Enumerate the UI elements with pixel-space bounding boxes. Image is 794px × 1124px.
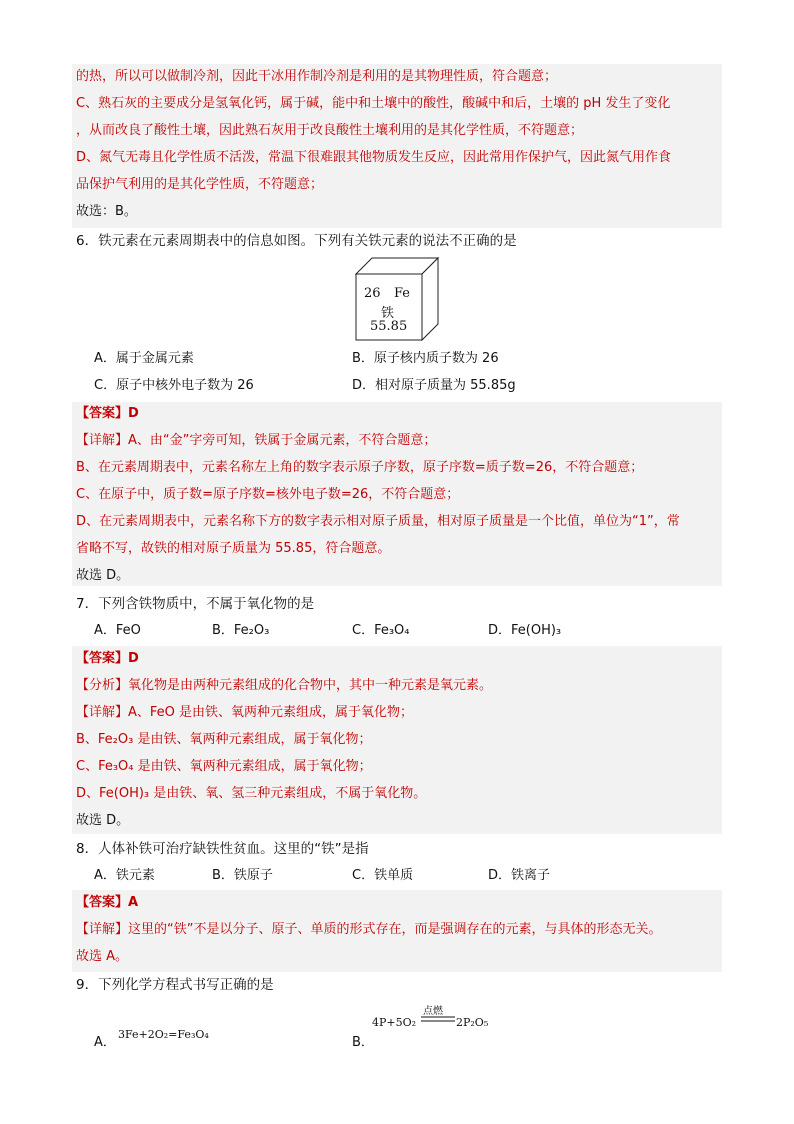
q9-option-b-left: 4P+5O₂ xyxy=(372,1016,417,1029)
q7-answer: 【答案】D xyxy=(76,651,139,666)
q6-option-b: B．原子核内质子数为 26 xyxy=(352,351,499,366)
q6-stem: 6．铁元素在元素周期表中的信息如图。下列有关铁元素的说法不正确的是 xyxy=(76,233,517,249)
prev-line-5: 品保护气利用的是其化学性质，不符题意； xyxy=(76,177,324,192)
q7-detail-3: C、Fe₃O₄ 是由铁、氧两种元素组成，属于氧化物； xyxy=(76,759,372,774)
atomic-number: 26 xyxy=(364,286,381,301)
q9-option-b-label: B． xyxy=(352,1035,374,1050)
q9-stem: 9．下列化学方程式书写正确的是 xyxy=(76,977,274,993)
q7-option-d: D．Fe(OH)₃ xyxy=(488,623,562,638)
periodic-cell-figure xyxy=(354,256,440,342)
q8-option-c: C．铁单质 xyxy=(352,868,414,883)
q6-option-a: A．属于金属元素 xyxy=(94,351,194,366)
q6-detail-1: 【详解】A、由“金”字旁可知，铁属于金属元素，不符合题意； xyxy=(76,433,437,448)
q6-option-d: D．相对原子质量为 55.85g xyxy=(352,378,516,393)
q8-answer: 【答案】A xyxy=(76,895,139,910)
element-symbol: Fe xyxy=(394,286,411,301)
q6-detail-3: C、在原子中，质子数=原子序数=核外电子数=26，不符合题意； xyxy=(76,487,460,502)
q6-detail-5: 省略不写，故铁的相对原子质量为 55.85，符合题意。 xyxy=(76,541,391,556)
prev-line-1: 的热，所以可以做制冷剂，因此干冰用作制冷剂是利用的是其物理性质，符合题意； xyxy=(76,69,558,84)
q7-stem: 7．下列含铁物质中，不属于氧化物的是 xyxy=(76,596,315,612)
q7-option-b: B．Fe₂O₃ xyxy=(212,623,270,638)
q9-option-a-label: A． xyxy=(94,1035,116,1050)
q6-answer: 【答案】D xyxy=(76,406,139,421)
q7-option-a: A．FeO xyxy=(94,623,141,638)
q7-detail-2: B、Fe₂O₃ 是由铁、氧两种元素组成，属于氧化物； xyxy=(76,732,372,747)
prev-line-2: C、熟石灰的主要成分是氢氧化钙，属于碱，能中和土壤中的酸性，酸碱中和后，土壤的 pH 发生了变化 xyxy=(76,96,671,111)
q6-detail-2: B、在元素周期表中，元素名称左上角的数字表示原子序数，原子序数=质子数=26，不符合题意； xyxy=(76,460,644,475)
q9-option-a-equation: 3Fe+2O₂=Fe₃O₄ xyxy=(118,1028,209,1041)
q6-option-c: C．原子中核外电子数为 26 xyxy=(94,378,254,393)
q7-conclusion: 故选 D。 xyxy=(76,813,130,828)
q7-detail-4: D、Fe(OH)₃ 是由铁、氧、氢三种元素组成，不属于氧化物。 xyxy=(76,786,427,801)
q8-option-d: D．铁离子 xyxy=(488,868,551,883)
q7-analysis: 【分析】氧化物是由两种元素组成的化合物中，其中一种元素是氧元素。 xyxy=(76,678,493,693)
q6-conclusion: 故选 D。 xyxy=(76,568,130,583)
q6-detail-4: D、在元素周期表中，元素名称下方的数字表示相对原子质量，相对原子质量是一个比值，单位为“1”，常 xyxy=(76,514,680,529)
q8-conclusion: 故选 A。 xyxy=(76,949,129,964)
prev-line-4: D、氮气无毒且化学性质不活泼，常温下很难跟其他物质发生反应，因此常用作保护气，因此氮气用作食 xyxy=(76,150,672,165)
q7-option-c: C．Fe₃O₄ xyxy=(352,623,410,638)
prev-line-3: ，从而改良了酸性土壤，因此熟石灰用于改良酸性土壤利用的是其化学性质，不符题意； xyxy=(76,123,584,138)
q8-detail-1: 【详解】这里的“铁”不是以分子、原子、单质的形式存在，而是强调存在的元素，与具体的形态无关。 xyxy=(76,922,662,937)
q8-stem: 8．人体补铁可治疗缺铁性贫血。这里的“铁”是指 xyxy=(76,841,369,857)
q8-option-b: B．铁原子 xyxy=(212,868,273,883)
prev-conclusion: 故选：B。 xyxy=(76,204,137,219)
atomic-mass: 55.85 xyxy=(370,319,408,334)
q8-option-a: A．铁元素 xyxy=(94,868,155,883)
element-name: 铁 xyxy=(381,306,395,321)
q9-option-b-right: 2P₂O₅ xyxy=(456,1016,489,1029)
q9-option-b-condition: 点燃 xyxy=(423,1006,443,1017)
q9-option-b-equals xyxy=(421,1015,455,1023)
prev-explanation-block xyxy=(72,64,722,228)
q7-detail-1: 【详解】A、FeO 是由铁、氧两种元素组成，属于氧化物； xyxy=(76,705,414,720)
